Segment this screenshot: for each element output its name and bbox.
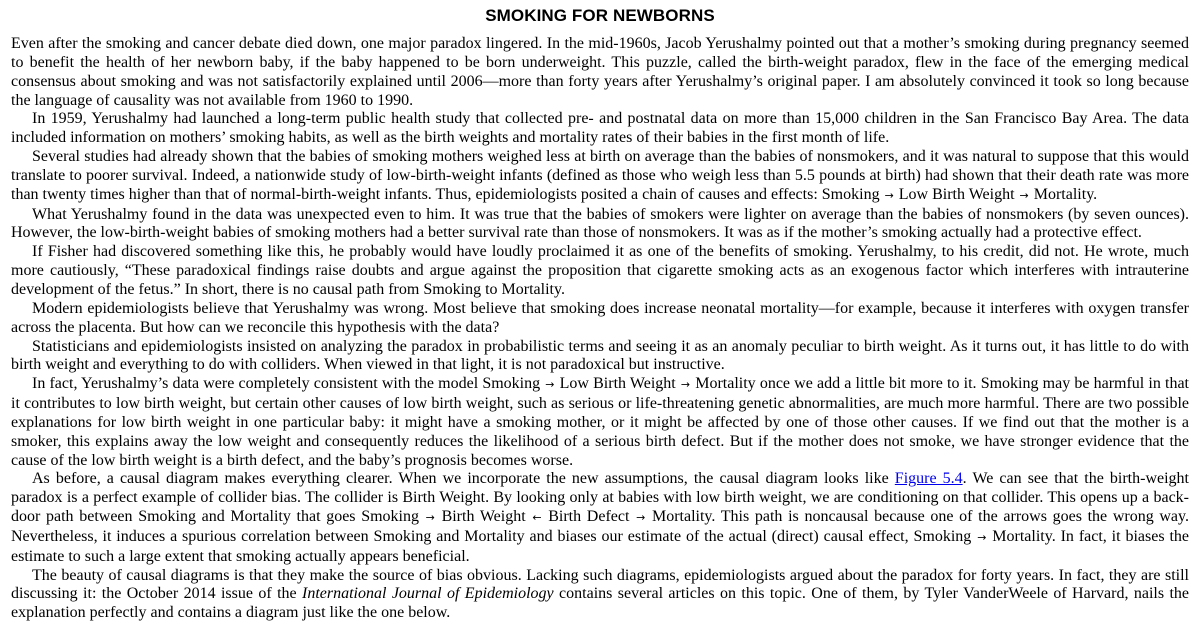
right-arrow-icon: → (545, 378, 555, 392)
right-arrow-icon: → (884, 188, 894, 202)
paragraph-p1 (11, 35, 1189, 110)
text-run: In 1959, Yerushalmy had launched a long-term public health study that collected pre- and postnatal data on more than 15,000 children in the San Francisco Bay Area. The data included information on mothers’ smoking habits, as well as the birth weights and mortality rates of their babies in the first month of life. (11, 110, 1189, 147)
paragraph-p2 (11, 110, 1189, 148)
paragraph-p10 (11, 567, 1189, 624)
text-run: Even after the smoking and cancer debate died down, one major paradox lingered. In the mid-1960s, Jacob Yerushalmy pointed out that a mother’s smoking during pregnancy seemed to benefit the health of her newborn baby, if the baby happened to be born underweight. This puzzle, called the birth-weight paradox, flew in the face of the emerging medical consensus about smoking and was not satisfactorily explained until 2006—more than forty years after Yerushalmy’s original paper. I am absolutely convinced it took so long because the language of causality was not available from 1960 to 1990. (11, 35, 1189, 109)
paragraph-p9 (11, 470, 1189, 566)
text-run: contains several articles on this topic. One of them, by Tyler VanderWeele of Harvard, nails the explanation perfectly and contains a diagram just like the one below. (11, 585, 1189, 622)
paragraph-p3 (11, 148, 1189, 206)
right-arrow-icon: → (680, 378, 691, 392)
left-arrow-icon: ← (532, 511, 542, 525)
figure-link[interactable]: Figure 5.4 (894, 470, 963, 488)
paragraph-p5 (11, 243, 1189, 300)
text-run: . We can see that the birth-weight paradox is a perfect example of collider bias. The collider is Birth Weight. By looking only at babies with low birth weight, we are conditioning on that collider. This opens up a back-door path between Smoking and Mortality that goes Smoking (11, 470, 1189, 526)
text-run: Low Birth Weight (555, 375, 680, 393)
text-run: Modern epidemiologists believe that Yerushalmy was wrong. Most believe that smoking does increase neonatal mortality—for example, because it interferes with oxygen transfer across the placenta. But how can we reconcile this hypothesis with the data? (11, 299, 1189, 336)
text-run: Birth Weight (435, 508, 532, 526)
right-arrow-icon: → (977, 530, 987, 544)
page-title: SMOKING FOR NEWBORNS (485, 6, 715, 25)
text-run: Statisticians and epidemiologists insisted on analyzing the paradox in probabilistic terms and seeing it as an anomaly peculiar to birth weight. As it turns out, it has little to do with birth weight and everything to do with colliders. When viewed in that light, it is not paradoxical but instructive. (11, 337, 1189, 374)
paragraph-p6 (11, 300, 1189, 338)
text-run: If Fisher had discovered something like this, he probably would have loudly proclaimed it as one of the benefits of smoking. Yerushalmy, to his credit, did not. He wrote, much more cautiously, “These paradoxical findings raise doubts and argue against the proposition that cigarette smoking acts as an exogenous factor which interferes with intrauterine development of the fetus.” In short, there is no causal path from Smoking to Mortality. (11, 243, 1189, 298)
right-arrow-icon: → (636, 511, 646, 525)
text-run: Several studies had already shown that the babies of smoking mothers weighed less at birth on average than the babies of nonsmokers, and it was natural to suppose that this would translate to poorer survival. Indeed, a nationwide study of low-birth-weight infants (defined as those who weigh less than 5.5 pounds at birth) had shown that their death rate was more than twenty times higher than that of normal-birth-weight infants. Thus, epidemiologists posited a chain of causes and effects: Smoking (11, 148, 1189, 203)
text-run: Mortality. This path is noncausal because one of the arrows goes the wrong way. Nevertheless, it induces a spurious correlation between Smoking and Mortality and biases our estimate of the actual (direct) causal effect, Smoking (11, 508, 1189, 545)
right-arrow-icon: → (1019, 188, 1029, 202)
journal-title: International Journal of Epidemiology (302, 585, 554, 603)
body-text (11, 35, 1189, 623)
text-run: The beauty of causal diagrams is that they make the source of bias obvious. Lacking such diagrams, epidemiologists argued about the paradox for forty years. In fact, they are still discussing it: the October 2014 issue of the (11, 566, 1189, 603)
text-run: As before, a causal diagram makes everything clearer. When we incorporate the new assumptions, the causal diagram looks like (32, 470, 895, 488)
text-run: Birth Defect (542, 508, 636, 526)
paragraph-p7 (11, 338, 1189, 376)
text-run: Mortality once we add a little bit more to it. Smoking may be harmful in that it contributes to low birth weight, but certain other causes of low birth weight, such as serious or life-threatening genetic abnormalities, are much more harmful. There are two possible explanations for low birth weight in one particular baby: it might have a smoking mother, or it might be affected by one of those other causes. If we find out that the mother is a smoker, this explains away the low weight and consequently reduces the likelihood of a serious birth defect. But if the mother does not smoke, we have stronger evidence that the cause of the low birth weight is a birth defect, and the baby’s prognosis becomes worse. (11, 375, 1189, 469)
paragraph-p4 (11, 206, 1189, 244)
paragraph-p8 (11, 375, 1189, 470)
text-run: In fact, Yerushalmy’s data were completely consistent with the model Smoking (32, 375, 545, 393)
text-run: Low Birth Weight (894, 185, 1019, 203)
right-arrow-icon: → (425, 511, 435, 525)
text-run: Mortality. In fact, it biases the estimate to such a large extent that smoking actually appears beneficial. (11, 527, 1189, 565)
text-run: Mortality. (1029, 185, 1098, 203)
text-run: What Yerushalmy found in the data was unexpected even to him. It was true that the babies of smokers were lighter on average than the babies of nonsmokers (by seven ounces). However, the low-birth-weight babies of smoking mothers had a better survival rate than those of nonsmokers. It was as if the mother’s smoking actually had a protective effect. (11, 205, 1189, 242)
